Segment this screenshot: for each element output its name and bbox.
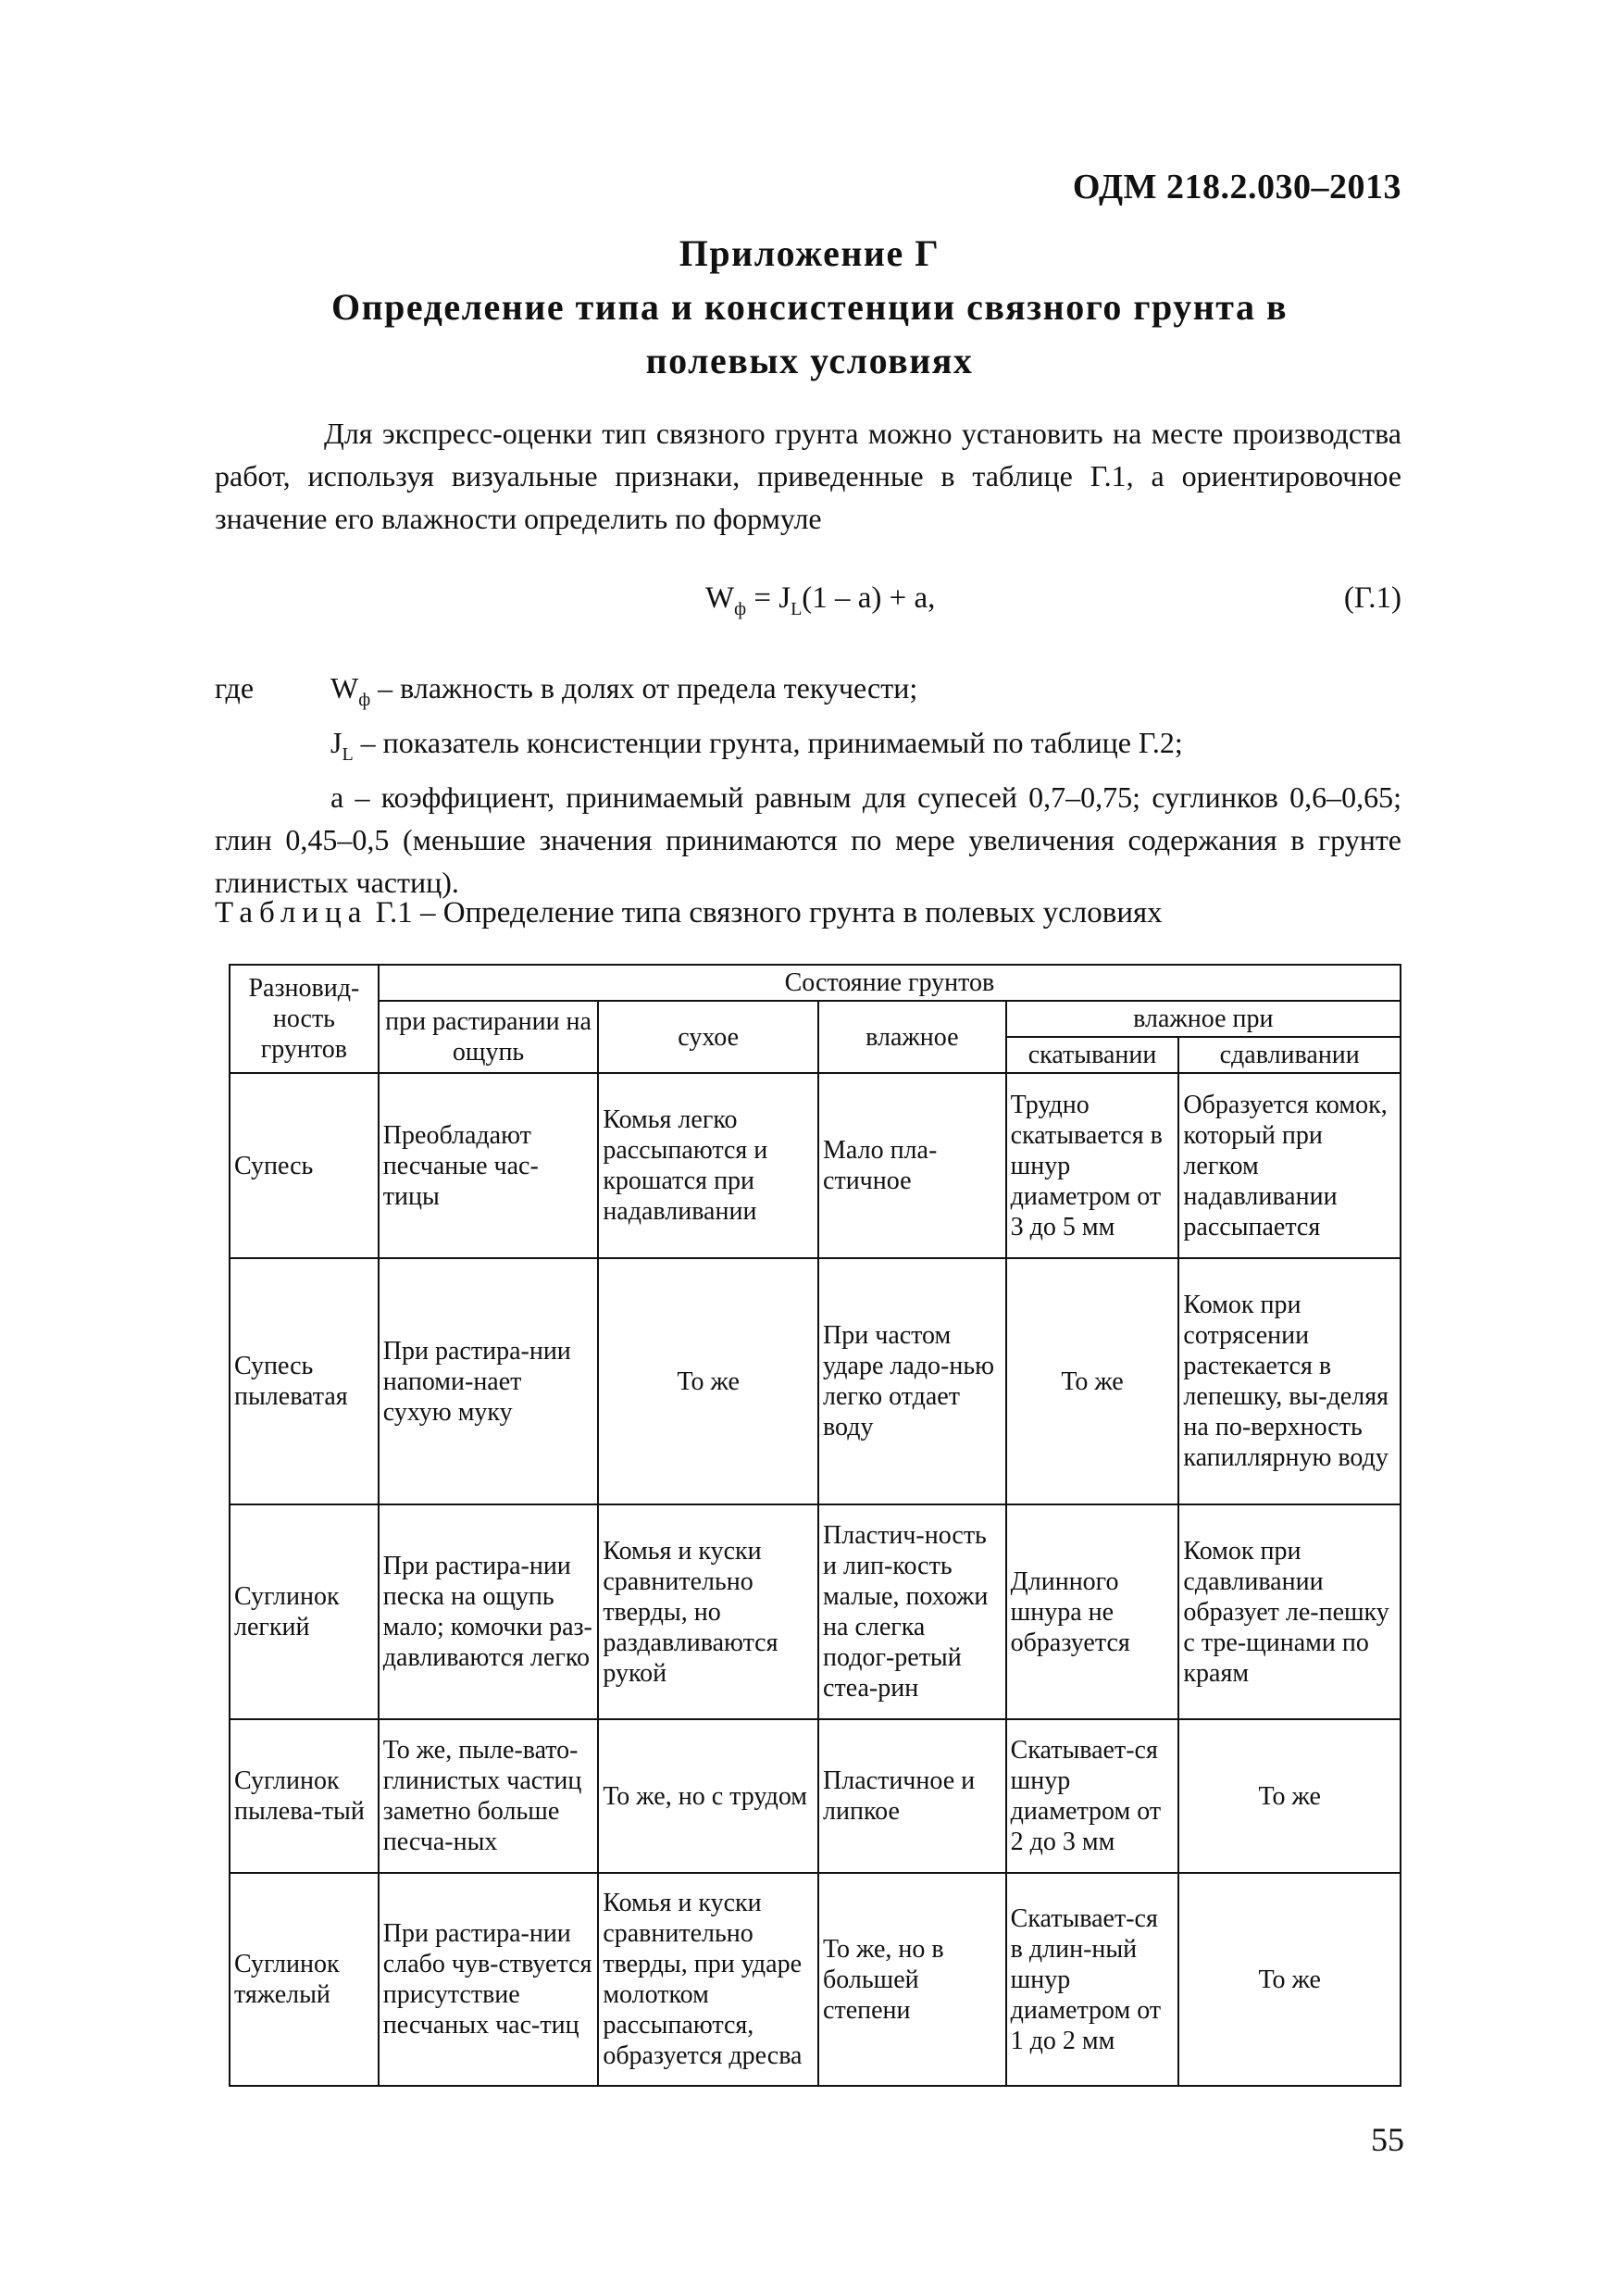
definition-w [215, 667, 1401, 721]
cell-wet: Мало пла-стичное [818, 1073, 1006, 1258]
definitions [215, 667, 1401, 904]
cell-variety: Супесь [230, 1073, 379, 1258]
table-row [230, 1873, 1401, 2086]
def-j-text: – показатель консистенции грунта, принимаемый по таблице Г.2; [353, 726, 1183, 759]
cell-dry: Комья легко рассыпаются и крошатся при надавливании [598, 1073, 818, 1258]
cell-variety: Суглинок легкий [230, 1504, 379, 1719]
header-wet: влажное [818, 1001, 1006, 1073]
cell-variety: Суглинок пылева-тый [230, 1719, 379, 1873]
formula-w: W [705, 581, 735, 615]
cell-squeezing: Комок при сдавливании образует ле-пешку с тре-щинами по краям [1178, 1504, 1401, 1719]
page-number: 55 [1371, 2121, 1404, 2158]
header-squeezing: сдавливании [1178, 1037, 1401, 1073]
table-caption [215, 896, 1163, 930]
cell-rubbing: То же, пыле-вато-глинистых частиц заметно больше песча-ных [379, 1719, 599, 1873]
header-dry: сухое [598, 1001, 818, 1073]
intro-paragraph: Для экспресс-оценки тип связного грунта можно установить на месте производства работ, используя визуальные признаки, приведенные в таблице Г.1, а ориентировочное значение его влажности определить по формуле [215, 417, 1401, 535]
table-row [230, 1504, 1401, 1719]
intro-section [215, 412, 1401, 540]
cell-dry: То же [598, 1258, 818, 1504]
formula [705, 581, 935, 620]
formula-j-sub: L [791, 599, 803, 619]
appendix-title-line2: Определение типа и консистенции связного грунта в [330, 286, 1289, 328]
table-row [230, 1073, 1401, 1258]
header-wet-when: влажное при [1006, 1001, 1401, 1037]
formula-rest: (1 – a) + a, [802, 581, 936, 615]
table-row [230, 1258, 1401, 1504]
definition-a: a – коэффициент, принимаемый равным для супесей 0,7–0,75; суглинков 0,6–0,65; глин 0,45–0,5 (меньшие значения принимаются по мере увеличения содержания в грунте глинистых частиц). [215, 780, 1401, 899]
cell-rubbing: При растира-нии песка на ощупь мало; комочки раз-давливаются легко [379, 1504, 599, 1719]
table-caption-word: Таблица [215, 896, 368, 930]
formula-mid: = J [746, 581, 791, 615]
header-rolling: скатывании [1006, 1037, 1179, 1073]
cell-variety: Суглинок тяжелый [230, 1873, 379, 2086]
cell-squeezing: То же [1178, 1719, 1401, 1873]
cell-dry: То же, но с трудом [598, 1719, 818, 1873]
table-caption-text: Г.1 – Определение типа связного грунта в полевых условиях [367, 896, 1163, 930]
def-j-symbol: J [330, 726, 342, 759]
def-j-sub: L [342, 744, 354, 765]
cell-rubbing: Преобладают песчаные час-тицы [379, 1073, 599, 1258]
table-row [230, 1719, 1401, 1873]
cell-rubbing: При растира-нии слабо чув-ствуется присутствие песчаных час-тиц [379, 1873, 599, 2086]
cell-wet: Пластич-ность и лип-кость малые, похожи на слегка подог-ретый стеа-рин [818, 1504, 1006, 1719]
document-code: ОДМ 218.2.030–2013 [1072, 168, 1401, 206]
cell-rolling: Скатывает-ся в длин-ный шнур диаметром от 1 до 2 мм [1006, 1873, 1179, 2086]
definition-j [215, 721, 1401, 776]
header-rubbing: при растирании на ощупь [379, 1001, 599, 1073]
cell-rolling: Длинного шнура не образуется [1006, 1504, 1179, 1719]
cell-wet: То же, но в большей степени [818, 1873, 1006, 2086]
header-state: Состояние грунтов [379, 965, 1401, 1001]
formula-w-sub: ф [734, 599, 747, 619]
cell-rolling: Скатывает-ся шнур диаметром от 2 до 3 мм [1006, 1719, 1179, 1873]
appendix-title-line1: Приложение Г [679, 232, 940, 274]
def-w-symbol: W [330, 671, 359, 705]
soil-type-table [229, 964, 1401, 2087]
appendix-title-line3: полевых условиях [645, 340, 974, 381]
header-variety: Разновид-ность грунтов [230, 965, 379, 1073]
cell-dry: Комья и куски сравнительно тверды, но раздавливаются рукой [598, 1504, 818, 1719]
cell-squeezing: То же [1178, 1873, 1401, 2086]
def-w-text: – влажность в долях от предела текучести; [370, 671, 918, 705]
cell-rolling: Трудно скатывается в шнур диаметром от 3 до 5 мм [1006, 1073, 1179, 1258]
cell-wet: Пластичное и липкое [818, 1719, 1006, 1873]
def-w-sub: ф [358, 690, 371, 710]
cell-wet: При частом ударе ладо-нью легко отдает воду [818, 1258, 1006, 1504]
cell-squeezing: Комок при сотрясении растекается в лепешку, вы-деляя на по-верхность капиллярную воду [1178, 1258, 1401, 1504]
cell-squeezing: Образуется комок, который при легком надавливании рассыпается [1178, 1073, 1401, 1258]
formula-number: (Г.1) [1343, 581, 1401, 615]
cell-variety: Супесь пылеватая [230, 1258, 379, 1504]
cell-dry: Комья и куски сравнительно тверды, при ударе молотком рассыпаются, образуется дресва [598, 1873, 818, 2086]
cell-rolling: То же [1006, 1258, 1179, 1504]
cell-rubbing: При растира-нии напоми-нает сухую муку [379, 1258, 599, 1504]
appendix-title [0, 227, 1619, 388]
where-label: где [215, 671, 255, 705]
formula-row [215, 581, 1401, 628]
